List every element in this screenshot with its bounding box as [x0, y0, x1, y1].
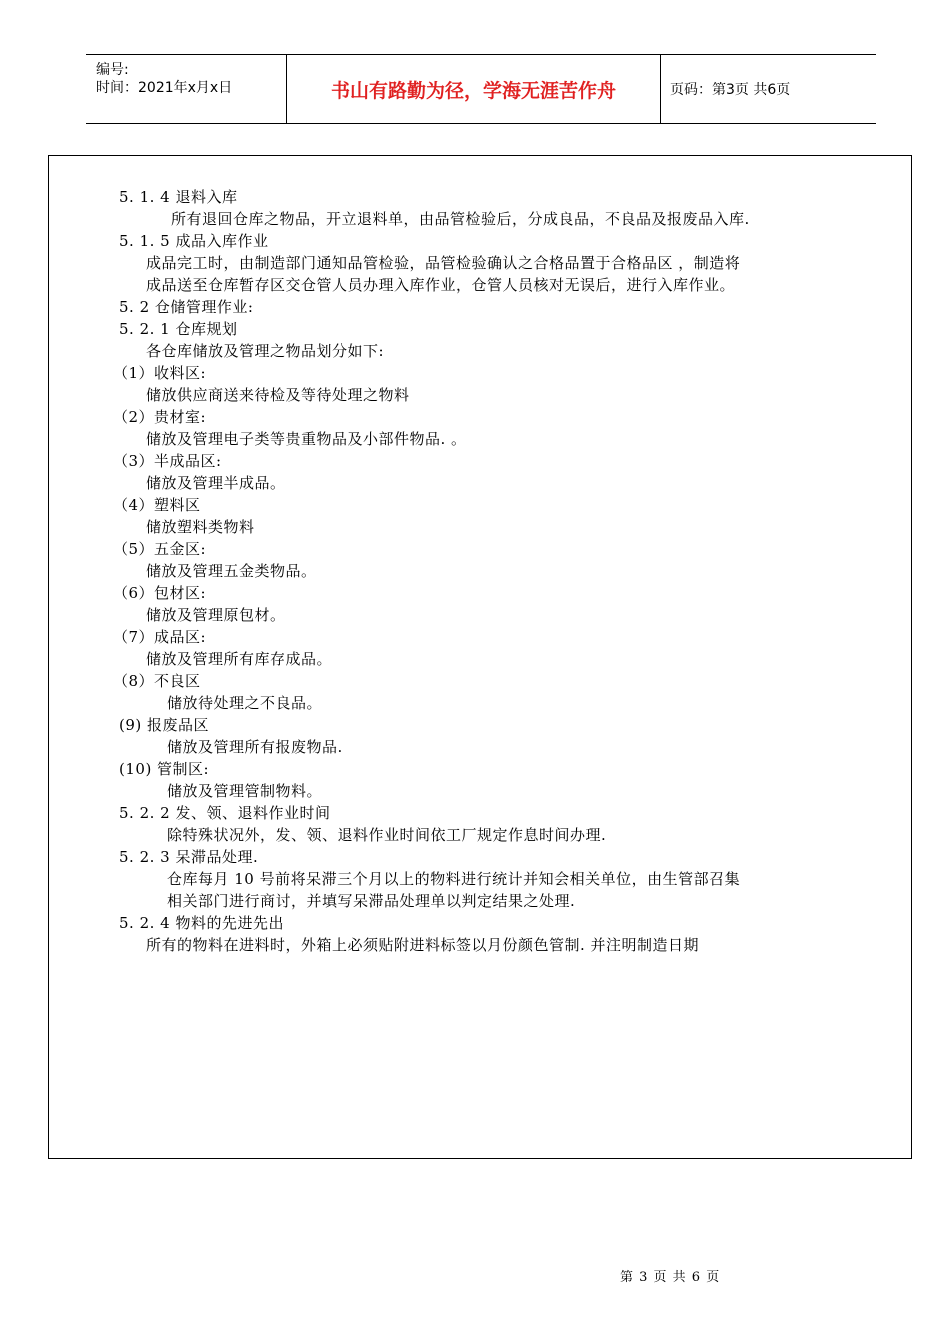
- paragraph-line: 成品送至仓库暂存区交仓管人员办理入库作业，仓管人员核对无误后，进行入库作业。: [146, 276, 736, 294]
- list-item-text: 储放塑料类物料: [146, 518, 255, 536]
- section-heading: 5. 2. 2 发、领、退料作业时间: [119, 804, 331, 822]
- list-item-text: 储放及管理半成品。: [146, 474, 286, 492]
- list-item-label: （2）贵材室:: [113, 408, 207, 426]
- header-meta: [86, 55, 286, 123]
- header-motto: 书山有路勤为径，学海无涯苦作舟: [286, 55, 661, 123]
- list-item-label: (10) 管制区:: [119, 760, 210, 778]
- paragraph-line: 仓库每月 10 号前将呆滞三个月以上的物料进行统计并知会相关单位，由生管部召集: [167, 870, 741, 888]
- list-item-label: （8）不良区: [113, 672, 201, 690]
- paragraph-line: 所有退回仓库之物品，开立退料单，由品管检验后，分成良品，不良品及报废品入库.: [171, 210, 750, 228]
- list-item-label: （3）半成品区:: [113, 452, 222, 470]
- list-item-label: （5）五金区:: [113, 540, 207, 558]
- document-number-label: 编号:: [96, 62, 129, 78]
- paragraph-line: 成品完工时，由制造部门通知品管检验，品管检验确认之合格品置于合格品区 ，制造将: [146, 254, 741, 272]
- document-time-label: 时间：2021年x月x日: [96, 80, 233, 96]
- section-heading: 5. 2 仓储管理作业:: [119, 298, 254, 316]
- document-header: [86, 54, 876, 124]
- paragraph-line: 相关部门进行商讨，并填写呆滞品处理单以判定结果之处理.: [167, 892, 576, 910]
- paragraph-line: 各仓库储放及管理之物品划分如下:: [146, 342, 385, 360]
- list-item-text: 储放及管理电子类等贵重物品及小部件物品. 。: [146, 430, 467, 448]
- content-frame: [48, 155, 912, 1159]
- paragraph-line: 除特殊状况外，发、领、退料作业时间依工厂规定作息时间办理.: [167, 826, 607, 844]
- section-heading: 5. 1. 5 成品入库作业: [119, 232, 269, 250]
- list-item-label: （6）包材区:: [113, 584, 207, 602]
- list-item-text: 储放及管理五金类物品。: [146, 562, 317, 580]
- list-item-text: 储放及管理原包材。: [146, 606, 286, 624]
- section-heading: 5. 1. 4 退料入库: [119, 188, 238, 206]
- page-footer: 第 3 页 共 6 页: [620, 1270, 721, 1285]
- list-item-label: （1）收料区:: [113, 364, 207, 382]
- section-heading: 5. 2. 4 物料的先进先出: [119, 914, 284, 932]
- section-heading: 5. 2. 3 呆滞品处理.: [119, 848, 259, 866]
- list-item-text: 储放待处理之不良品。: [167, 694, 323, 712]
- list-item-label: （7）成品区:: [113, 628, 207, 646]
- list-item-text: 储放及管理管制物料。: [167, 782, 323, 800]
- list-item-text: 储放及管理所有报废物品.: [167, 738, 343, 756]
- list-item-label: （4）塑料区: [113, 496, 201, 514]
- list-item-label: (9) 报废品区: [119, 716, 210, 734]
- list-item-text: 储放供应商送来待检及等待处理之物料: [146, 386, 410, 404]
- section-heading: 5. 2. 1 仓库规划: [119, 320, 238, 338]
- list-item-text: 储放及管理所有库存成品。: [146, 650, 333, 668]
- paragraph-line: 所有的物料在进料时，外箱上必须贴附进料标签以月份颜色管制. 并注明制造日期: [146, 936, 700, 954]
- header-page-info: 页码：第3页 共6页: [670, 82, 791, 98]
